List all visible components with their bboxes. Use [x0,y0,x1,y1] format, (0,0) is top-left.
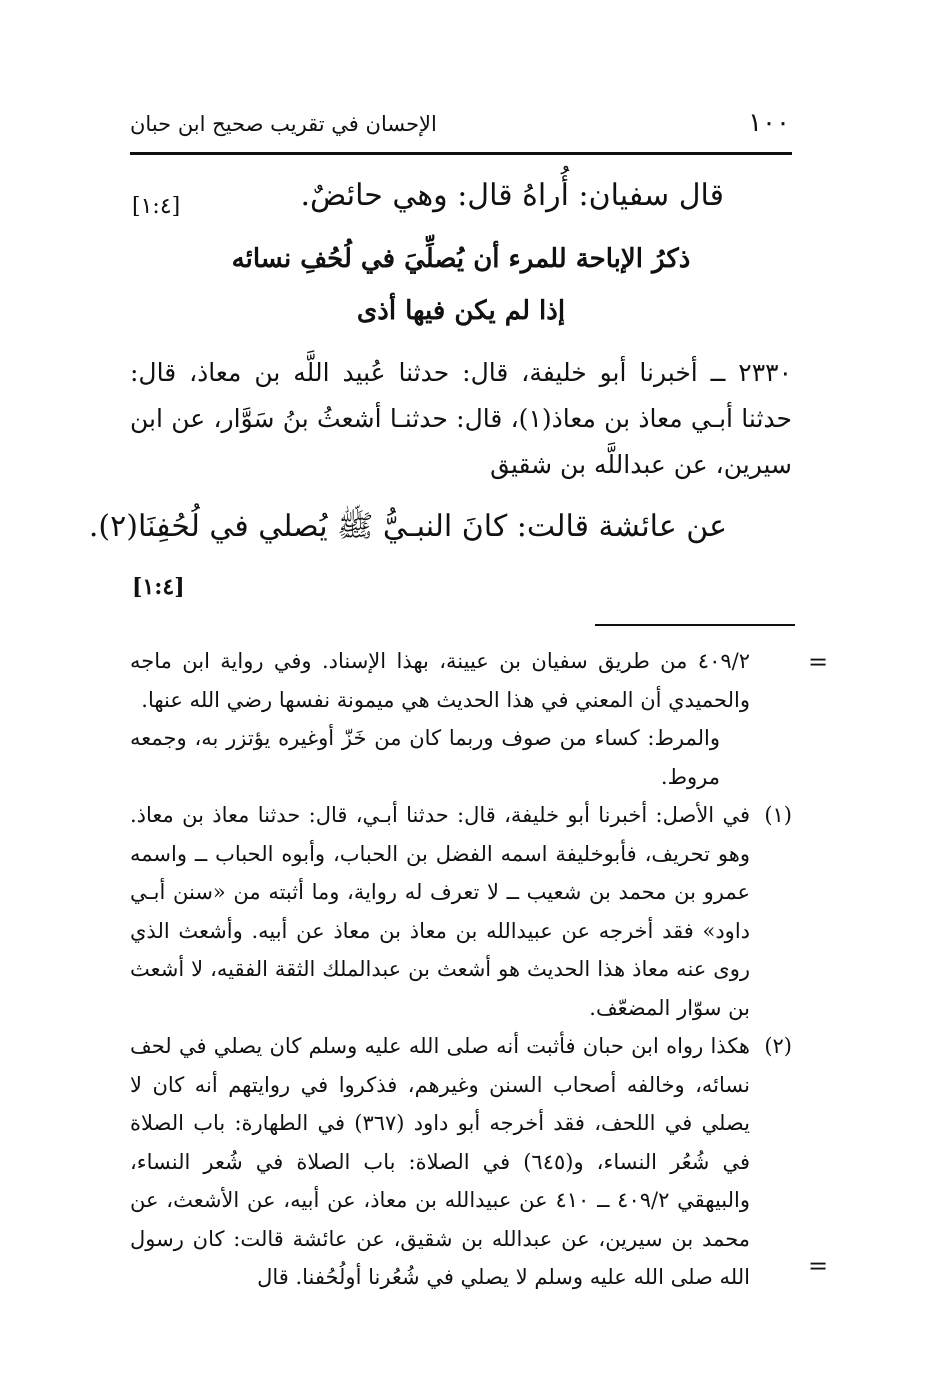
running-title: الإحسان في تقريب صحيح ابن حبان [130,112,437,136]
continues-next-page-mark: = [808,1252,829,1280]
hadith-matn: عن عائشة قالت: كانَ النبـيُّ ﷺ يُصلي في لُحُفِنَا(٢). [88,509,727,544]
footnote-1-number: (١) [764,803,792,827]
footnote-separator [595,624,795,626]
footnote-continuation-text-2: والمرط: كساء من صوف وربما كان من خَزّ أوغيره يؤتزر به، وجمعه مروط. [130,726,720,789]
footnote-1-text: في الأصل: أخبرنا أبو خليفة، قال: حدثنا أبـي، قال: حدثنا معاذ بن معاذ. وهو تحريف، فأبوخليفة اسمه الفضل بن الحباب، وأبوه الحباب ــ واسمه عمرو بن محمد بن شعيب ــ لا تعرف له رواية، وما أثبته من «سنن أبـي داود» فقد أخرجه عن عبيدالله بن معاذ بن معاذ عن أبيه. وأشعث الذي روى عنه معاذ هذا الحديث هو أشعث بن عبدالملك الثقة الفقيه، لا أشعث بن سوّار المضعّف. [130,803,750,1020]
sufyan-line: قال سفيان: أُراهُ قال: وهي حائضٌ. [300,178,724,213]
chapter-heading-line-1: ذكرُ الإباحة للمرء أن يُصلِّيَ في لُحُفِ نسائه [231,244,691,274]
chapter-heading-line-2: إذا لم يكن فيها أذى [356,296,566,326]
continuation-mark: = [808,648,829,676]
header-rule [130,152,792,155]
page-header [130,108,790,148]
footnote-2-number: (٢) [764,1034,792,1058]
footnote-continuation-text: ٤٠٩/٢ من طريق سفيان بن عيينة، بهذا الإسناد. وفي رواية ابن ماجه والحميدي أن المعني في هذا الحديث هي ميمونة نفسها رضي الله عنها. [130,649,750,712]
footnote-2-text: هكذا رواه ابن حبان فأثبت أنه صلى الله عليه وسلم كان يصلي في لحف نسائه، وخالفه أصحاب السنن وغيرهم، فذكروا في روايتهم أنه كان لا يصلي في اللحف، فقد أخرجه أبو داود (٣٦٧) في الطهارة: باب الصلاة في شُعُر النساء، و(٦٤٥) في الصلاة: باب الصلاة في شُعر النساء، والبيهقي ٤٠٩/٢ ــ ٤١٠ عن عبيدالله بن معاذ، عن أبيه، عن الأشعث، عن محمد بن سيرين، عن عبدالله بن شقيق، عن عائشة قالت: كان رسول الله صلى الله عليه وسلم لا يصلي في شُعُرنا أولُحُفنا. قال [130,1034,751,1289]
hadith-isnad: ٢٣٣٠ ــ أخبرنا أبو خليفة، قال: حدثنا عُبيد اللَّه بن معاذ، قال: حدثنا أبـي معاذ بن معاذ(١)، قال: حدثنـا أشعثُ بنُ سَوَّار، عن ابن سيرين، عن عبداللَّه بن شقيق [130,358,792,479]
reference-tag-1: [١:٤] [132,194,181,219]
page-number: ١٠٠ [748,108,790,138]
reference-tag-2: [١:٤] [132,574,185,600]
